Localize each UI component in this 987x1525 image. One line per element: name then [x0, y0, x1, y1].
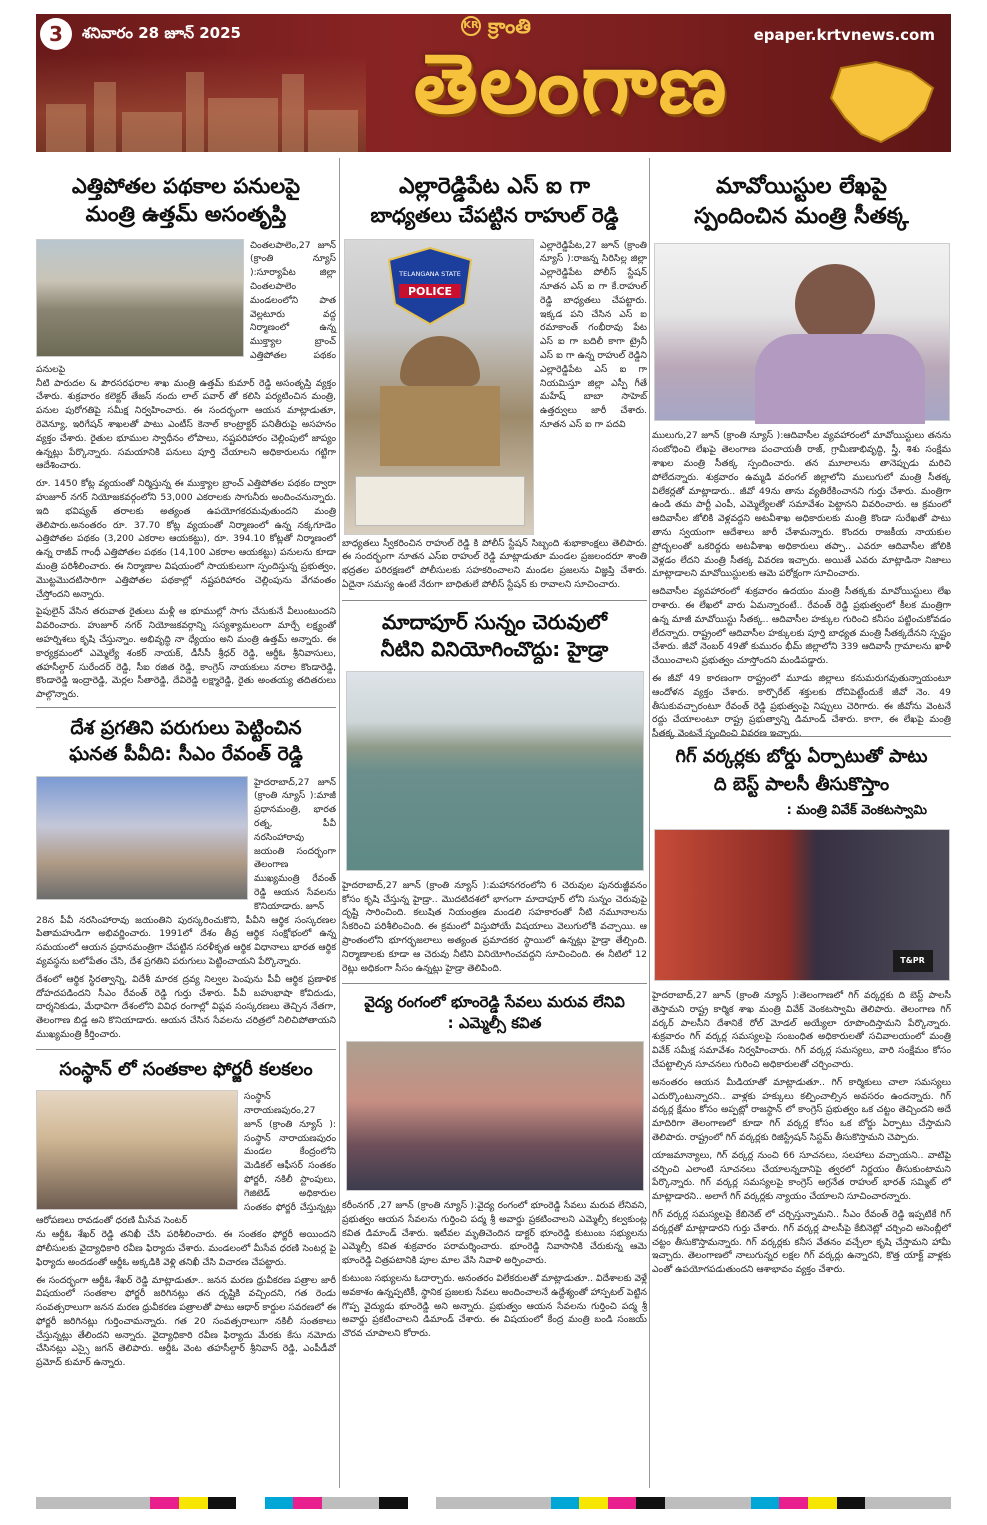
print-color-bar — [36, 1497, 951, 1509]
column-rule — [339, 158, 340, 1488]
headline: ఎత్తిపోతల పథకాల పనులపై — [71, 174, 301, 198]
headline: సంస్థాన్ లో సంతకాల ఫోర్జరీ కలకలం — [59, 1058, 313, 1080]
minister-seethakka-photo — [654, 243, 950, 421]
headline: గిగ్ వర్కర్లకు బోర్డు ఏర్పాటుతో పాటు — [675, 745, 928, 767]
middle-column — [342, 158, 647, 1354]
column-rule — [649, 158, 650, 1488]
headline: మావోయిస్టుల లేఖపై — [715, 174, 888, 199]
masthead — [36, 14, 951, 152]
headline: బాధ్యతలు చేపట్టిన రాహుల్ రెడ్డి — [370, 202, 619, 227]
page-number: 3 — [40, 18, 72, 50]
portrait-figure — [795, 264, 875, 344]
article-paragraph: కుటుంబ సభ్యులను ఓదార్చారు. అనంతరం విలేకరులతో మాట్లాడుతూ.. విదేశాలకు వెళ్లే అవకాశం ఉన్నప్పటికీ, స్థానిక ప్రజలకు సేవలు అందించాలనే ఉద్దేశ్యంతో హాస్పటల్ పెట్టిన గొప్ప వైద్యుడు భూంరెడ్డి అని అన్నారు. ప్రభుత్వం ఆయన సేవలను గుర్తించి పద్మ శ్రీ అవార్డు ప్రకటించాలని డిమాండ్ చేశారు. ఈ విషయంలో కేంద్ర మంత్రి బండి సంజయ్ చొరవ చూపాలని కోరారు. — [342, 1272, 647, 1340]
headline: ఘనత పీవీది: సీఎం రేవంత్ రెడ్డి — [69, 743, 303, 766]
headline: : ఎమ్మెల్సీ కవిత — [447, 1013, 542, 1032]
article-paragraph: ములుగు,27 జూన్ (క్రాంతి న్యూస్ ):ఆదివాసీల వ్యవహారంలో మావోయిస్టులు తనను సంబోధించి లేఖపై తెలంగాణ పంచాయతీ రాజ్, గ్రామీణాభివృద్ధి, స్త్రీ, శిశు సంక్షేమ శాఖల మంత్రి సీతక్క స్పందించారు. తన మూలాలను తానెప్పుడు మరిచి పోలేదన్నారు. శుక్రవారం ఉమ్మడి వరంగల్ జిల్లాలోని ములుగులో మంత్రి సీతక్క విలేకర్లతో మాట్లాడారు.. జీవో 49ను తాను వ్యతిరేకించానని గుర్తు చేశారు. మంత్రిగా ఉండి తమ పార్టీ ఎంపీ, ఎమ్మెల్యేలతో సమావేశం పెట్టానని వివరించారు. ఆ క్రమంలో ఆదివాసీల జోలికి వెళ్లవద్దని అటవీశాఖ అధికారులకు మంత్రి కొండా సురేఖతో పాటు తాను స్వయంగా ఆదేశాలు జారీ చేశామన్నారు. కొందరు రాజకీయ నాయకుల ప్రోద్బలంతో ఒకరిద్దరు అటవీశాఖ అధికారులు తప్పా.. ఎవరూ ఆదివాసీల జోలికి వెళ్లడం లేదని మంత్రి సీతక్క వివరణ ఇచ్చారు. అయితే ఎవరు మాట్లాడినా నిజాలు మాట్లాడాలని మావోయిస్టులకు ఆమె పరోక్షంగా సూచించారు. — [652, 430, 951, 580]
article-paragraph: హైదరాబాద్,27 జూన్ (క్రాంతి న్యూస్ ):తెలంగాణలో గిగ్ వర్కర్లకు ది బెస్ట్ పాలసీ తెస్తామని రాష్ట్ర కార్మిక శాఖ మంత్రి వివేక్ వెంకటస్వామి తెలిపారు. తెలంగాణ గిగ్ వర్కర్ పాలసీని దేశానికే రోల్ మోడల్ అయ్యేలా రూపొందిస్తామని పేర్కొన్నారు. శుక్రవారం గిగ్ వర్కర్ల సమస్యలపై సంబంధిత అధికారులతో సచివాలయంలో మంత్రి వివేక్ సమీక్ష సమావేశం నిర్వహించారు. గిగ్ వర్కర్ల సమస్యలు, వారి సంక్షేమం కోసం చేపట్టాల్సిన సూచనలు గురించి అధికారులతో చర్చించారు. — [652, 990, 951, 1071]
office-inspection-photo — [36, 1090, 238, 1210]
article-gig-workers — [652, 745, 951, 1278]
divider — [36, 707, 336, 708]
article-paragraph: ఈ జీవో 49 కారణంగా రాష్ట్రంలో మూడు జిల్లాలు కనుమరుగవుతున్నాయంటూ ఆందోళన వ్యక్తం చేశారు. కార్పొరేట్ శక్తులకు దోచిపెట్టేందుకే జీవో నెం. 49 తీసుకువచ్చారంటూ రేవంత్ రెడ్డి ప్రభుత్వంపై నిప్పులు చెరిగారు. ఈ జీవోను వెంటనే రద్దు చేయాలంటూ రాష్ట్ర ప్రభుత్వాన్ని డిమాండ్ చేశారు. కాగా, ఈ లేఖపై మంత్రి సీతక్క వెంటనే స్పందించి వివరణ ఇచ్చారు. — [652, 672, 951, 740]
brand-name: క్రాంతి — [488, 14, 531, 38]
badge-police-text: POLICE — [407, 284, 453, 298]
lake-photo — [346, 671, 644, 871]
headline: ఎల్లారెడ్డిపేట ఎస్ ఐ గా — [399, 174, 590, 199]
right-column — [652, 158, 951, 1278]
headline: ది బెస్ట్ పాలసీ తీసుకొస్తాం — [713, 774, 890, 796]
article-lead: హైదరాబాద్,27 జూన్ (క్రాంతి న్యూస్ ):మాజీ ప్రధానమంత్రి, భారత రత్న, పీవీ నరసింహారావు జయంతి సందర్భంగా తెలంగాణ ముఖ్యమంత్రి రేవంత్ రెడ్డి ఆయన సేవలను కొనియాడారు. జూన్ — [254, 776, 336, 912]
article-lead: ఎల్లారెడ్డిపేట,27 జూన్ (క్రాంతి న్యూస్ ):రాజన్న సిరిసిల్ల జిల్లా ఎల్లారెడ్డిపేట పోలీస్ స్టేషన్ నూతన ఎస్ ఐ గా కే.రాహుల్ రెడ్డి బాధ్యతలు చేపట్టారు. ఇక్కడ పని చేసిన ఎస్ ఐ రమాకాంత్ గంభీరావు పేట ఎస్ ఐ గా బదిలీ కాగా ట్రైనీ ఎస్ ఐ గా ఉన్న రాహుల్ రెడ్డిని ఎల్లారెడ్డిపేట ఎస్ ఐ గా నియమిస్తూ జిల్లా ఎస్పీ గీతే మహేష్ బాబా సాహెబ్ ఉత్తర్వులు జారీ చేశారు. నూతన ఎస్ ఐ గా పదవి — [540, 239, 647, 431]
gig-workers-press-photo — [654, 829, 950, 981]
byline: : మంత్రి వివేక్ వెంకటస్వామి — [786, 802, 927, 818]
article-paragraph: దేశంలో ఆర్థిక స్థిరత్వాన్ని, విదేశీ మారక ద్రవ్య నిల్వల పెంపును పీవీ ఆర్థిక ప్రణాళిక దోహదపడిందని సీఎం రేవంత్ రెడ్డి గుర్తు చేశారు. పీవీ బహుభాషా కోవిదుడు, దార్శనికుడు, మేధావిగా దేశంలోని వివిధ రంగాల్లో విప్లవ సంస్కరణలు తెచ్చిన నేతగా, తెలంగాణ బిడ్డ అని కొనియాడారు. ఆయన చేసిన సేవలను చరిత్రలో నిలిచిపోతాయని ముఖ్యమంత్రి కీర్తించారు. — [36, 973, 336, 1041]
portrait-saree — [755, 334, 925, 424]
officer-figure — [400, 336, 480, 386]
paper-title: తెలంగాణ — [413, 36, 729, 132]
article-paragraph: కరీంనగర్ ,27 జూన్ (క్రాంతి న్యూస్ ):వైద్య రంగంలో భూంరెడ్డి సేవలు మరువ లేనివని, ప్రభుత్వం ఆయన సేవలను గుర్తించి పద్మ శ్రీ అవార్డు ప్రకటించాలని ఎమ్మెల్సీ కల్వకుంట్ల కవిత డిమాండ్ చేశారు. ఇటీవల మృతిచెందిన డాక్టర్ భూంరెడ్డి కుటుంబ సభ్యులను ఎమ్మెల్సీ కవిత శుక్రవారం పరామర్శించారు. భూంరెడ్డి నివాసానికి చేరుకున్న ఆమె భూంరెడ్డి చిత్రపటానికి పూల మాల వేసి నివాళి అర్పించారు. — [342, 1199, 647, 1267]
officer-uniform — [380, 386, 500, 466]
edition-date: శనివారం 28 జూన్ 2025 — [82, 24, 241, 42]
article-paragraph: యాజమాన్యాలు, గిగ్ వర్కర్ల నుంచి 66 సూచనలు, సలహాలు వచ్చాయని.. వాటిపై చర్చించి ఎలాంటి సూచనలు చేయాలన్నదానిపై త్వరలో నిర్ణయం తీసుకుంటామని పేర్కొన్నారు. గిగ్ వర్కర్ల సమస్యలపై కాంగ్రెస్ అగ్రనేత రాహుల్ భారత్ సమ్మిట్ లో మాట్లాడారని.. అలాగే గిగ్ వర్కర్లకు న్యాయం చేయాలని సూచించారన్నారు. — [652, 1149, 951, 1203]
article-pv-tribute — [36, 716, 336, 1042]
divider — [342, 600, 647, 601]
divider — [36, 1049, 336, 1050]
article-si-rahul — [342, 172, 647, 592]
headline: వైద్య రంగంలో భూంరెడ్డి సేవలు మరువ లేనివి — [364, 993, 625, 1012]
divider — [342, 983, 647, 984]
article-paragraph: అనంతరం ఆయన మీడియాతో మాట్లాడుతూ.. గిగ్ కార్మికులు చాలా సమస్యలు ఎదుర్కొంటున్నారని.. వాళ్లకు హక్కులు కల్పించాల్సిన అవసరం ఉందన్నారు. గిగ్ వర్కర్ల క్షేమం కోసం అప్పట్లో రాజస్థాన్ లో కాంగ్రెస్ ప్రభుత్వం ఒక చట్టం తెచ్చిందని అదే మాదిరిగా తెలంగాణలో కూడా గిగ్ వర్కర్ల కోసం ఒక బోర్డు ఏర్పాటు చేస్తామని తెలిపారు. రాష్ట్రంలో గిగ్ వర్కర్లకు రిజిస్ట్రేషన్ సిస్టమ్ తీసుకొస్తామని చెప్పారు. — [652, 1076, 951, 1144]
article-irrigation — [36, 172, 336, 701]
article-seethakka — [652, 172, 951, 740]
article-paragraph: గిగ్ వర్కర్ల సమస్యలపై కేబినెట్ లో చర్చిస్తున్నామని.. సీఎం రేవంత్ రెడ్డి ఇప్పటికే గిగ్ వర్కర్లతో మాట్లాడారని గుర్తు చేశారు. గిగ్ వర్కర్ల పాలసీపై కేబినెట్లో చర్చించి అసెంబ్లీలో చట్టం తీసుకొస్తామన్నారు. గిగ్ వర్కర్లకు కనీస వేతనం వచ్చేలా కృషి చేస్తామని హామీ ఇచ్చారు. తెలంగాణలో నాలుగున్నర లక్షల గిగ్ వర్కర్లు ఉన్నారని, కొత్త యాక్ట్ వాళ్లకు ఎంతో ఉపయోగపడుతుందని ఆశాభావం వ్యక్తం చేశారు. — [652, 1209, 951, 1276]
headline: స్పందించిన మంత్రి సీతక్క — [694, 203, 909, 229]
article-forgery — [36, 1058, 336, 1398]
telangana-map-icon — [821, 58, 941, 148]
register-book — [355, 476, 525, 526]
krtv-logo-icon: KR — [461, 16, 481, 36]
headline: దేశ ప్రగతిని పరుగులు పెట్టించిన — [70, 717, 302, 740]
badge-state-text: TELANGANA STATE — [399, 269, 461, 278]
article-paragraph: హైదరాబాద్,27 జూన్ (క్రాంతి న్యూస్ ):మహానగరంలోని 6 చెరువుల పునరుజ్జీవనం కోసం కృషి చేస్తున్న హైడ్రా.. మొదటిదశలో భాగంగా మాదాపూర్ లోని సున్నం చెరువుపై దృష్టి సారించింది. కలుషిత నియంత్రణ మండలి సహకారంతో నీటి నమూనాలను సేకరించి పరిశీలించింది. ఈ క్రమంలో విస్తుపోయే విషయాలు వెలుగులోకి వచ్చాయి. ఆ ప్రాంతంలోని భూగర్భజలాలు అత్యంత ప్రమాదకర స్థాయిలో ఉన్నట్లు హైడ్రా తేల్చింది. నిర్మాణాలకు కూడా ఆ చెరువు నీటిని వినియోగించవద్దని సూచించింది. ఈ నీటిలో 12 రెట్లు అధికంగా సీసం ఉన్నట్లు హైడ్రా తెలిపింది. — [342, 879, 647, 974]
headline: మాదాపూర్ సున్నం చెరువులో — [381, 609, 608, 634]
article-paragraph: ను ఆర్డీఓ శేఖర్ రెడ్డి తనిఖీ చేసి పరిశీలించారు. ఈ సంతకం ఫోర్జరీ అయిందని పోలీసులకు వైద్యాధికారి రవీణ ఫిర్యాదు చేశారు. మండలంలో మీసేవ ధరణి సెంటర్ల పై ఫిర్యాదు అందడంతో ఆర్డీఓ అక్కడికి వెళ్లి తనిఖీ చేసి విచారణ చేపట్టారు. — [36, 1229, 336, 1268]
heritage-skyline-illustration — [36, 54, 366, 152]
headline: మంత్రి ఉత్తమ్ అసంతృప్తి — [85, 202, 287, 227]
press-meet-photo — [346, 1041, 644, 1191]
left-column — [36, 158, 336, 1398]
article-paragraph: నీటి పారుదల & పౌరసరఫరాల శాఖ మంత్రి ఉత్తమ్ కుమార్ రెడ్డి అసంతృప్తి వ్యక్తం చేశారు. శుక్రవారం కలెక్టర్ తేజస్ నందు లాల్ పవార్ తో కలిసి పర్యటించిన మంత్రి, పనుల పురోగతిపై సమీక్ష నిర్వహించారు. ఈ సందర్భంగా ఆయన మాట్లాడుతూ, రెవెన్యూ, ఇరిగేషన్ శాఖలతో పాటు ఎంటీస్ కెనాల్ కాంట్రాక్టర్ పనితీరుపై అసహనం వ్యక్తం చేశారు. రైతుల భూముల స్వాధీనం లోపాలు, నష్టపరిహారం చెల్లింపులో జాప్యం ఉన్నట్లు పేర్కొన్నారు. సమయానికి పనులు పూర్తి చేయాలని అధికారులను గట్టిగా ఆదేశించారు. — [36, 377, 336, 472]
article-paragraph: 28న పీవీ నరసింహారావు జయంతిని పురస్కరించుకొని, పీవీని ఆర్థిక సంస్కరణల పితామహుడిగా అభివర్ణించారు. 1991లో దేశం తీవ్ర ఆర్థిక సంక్షోభంలో ఉన్న సమయంలో ఆయన ప్రధానమంత్రిగా చేపట్టిన సరళీకృత ఆర్థిక విధానాలు భారత ఆర్థిక వ్యవస్థను బలోపేతం చేసి, దేశ ప్రగతిని పరుగులు పెట్టించాయని పేర్కొన్నారు. — [36, 914, 336, 968]
article-paragraph: ఆదివాసీల వ్యవహారంలో శుక్రవారం ఉదయం మంత్రి సీతక్కకు మావోయిస్టులు లేఖ రాశారు. ఈ లేఖలో వారు ఏమన్నారంటే.. రేవంత్ రెడ్డి ప్రభుత్వంలో కీలక మంత్రిగా ఉన్న మాజీ మావోయిస్టు సీతక్క.. ఆదివాసీల హక్కుల గురించి కనీసం పట్టించుకోవడం లేదన్నారు. రాష్ట్రంలో ఆదివాసీల హక్కులకు పూర్తి బాధ్యత మంత్రి సీతక్కదేనని స్పష్టం చేశారు. జీవో నెంబర్ 49తో కుమురం భీమ్ జిల్లాలోని 339 ఆదివాసీ గ్రామాలను ఖాళీ చేయించాలని ప్రభుత్వం చూస్తోందని మండిపడ్డారు. — [652, 586, 951, 667]
article-paragraph: రూ. 1450 కోట్ల వ్యయంతో నిర్మిస్తున్న ఈ ముక్త్యాల బ్రాంచ్ ఎత్తిపోతల పథకం ద్వారా హుజూర్ నగర్ నియోజకవర్గంలోని 53,000 ఎకరాలకు సాగునీరు అందించనున్నారు. ఇది భవిష్యత్ తరాలకు అత్యంత ఉపయోగకరమవుతుందని మంత్రి తెలిపారు.అనంతరం రూ. 37.70 కోట్ల వ్యయంతో నిర్మాణంలో ఉన్న నక్కగూడెం ఎత్తిపోతల పథకం (3,200 ఎకరాల ఆయకట్టు), రూ. 394.10 కోట్లతో నిర్మాణంలో ఉన్న రాజీవ్ గాంధీ ఎత్తిపోతల పథకం (14,100 ఎకరాల ఆయకట్టు) పనులను కూడా మంత్రి పరిశీలించారు. ఈ నిర్మాణాల విషయంలో సాయకులుగా స్పందిస్తున్న ప్రభుత్వం, మొట్టమొదటిసారిగా ఎత్తిపోతల పథకాల్లో నష్టపరిహారం చెల్లింపును వేగవంతం చేస్తోందని అన్నారు. — [36, 478, 336, 600]
mic-label: T&PR — [893, 950, 933, 972]
article-lead: చింతలపాలెం,27 జూన్ (క్రాంతి న్యూస్ ):సూర్యాపేట జిల్లా చింతలపాలెం మండలంలోని పాత వెల్లటూరు వద్ద నిర్మాణంలో ఉన్న ముక్త్యాల బ్రాంచ్ ఎత్తిపోతల పథకం పనులపై — [36, 239, 336, 375]
epaper-url[interactable]: epaper.krtvnews.com — [753, 26, 935, 44]
article-paragraph: ఈ సందర్భంగా ఆర్డీఓ శేఖర్ రెడ్డి మాట్లాడుతూ.. జనన మరణ ధ్రువీకరణ పత్రాల జారీ విషయంలో సంతకాల ఫోర్జరీ జరిగినట్లు తన దృష్టికి వచ్చిందని, గత రెండు సంవత్సరాలుగా జనన మరణ ధ్రువీకరణ పత్రాలతో పాటు ఆధార్ కార్డుల సవరణలో ఈ ఫోర్జరీ జరిగినట్లు గుర్తించామన్నారు. గత 20 సంవత్సరాలుగా నకిలీ సంతకాలు చేస్తున్నట్లు తేలిందని అన్నారు. వైద్యాధికారి రవీణ ఫిర్యాదు మేరకు కేసు నమోదు చేసినట్లు ఎస్సై జగన్ తెలిపారు. ఆర్డీఓ వెంట తహసీల్దార్ శ్రీనివాస్ రెడ్డి, ఎంపీడీవో ప్రమోద్ కుమార్ ఉన్నారు. — [36, 1274, 336, 1369]
headline: నీటిని వినియోగించొద్దు: హైడ్రా — [380, 636, 609, 661]
police-badge-icon — [385, 246, 475, 326]
article-paragraph: బాధ్యతలు స్వీకరించిన రాహుల్ రెడ్డి కి పోలీస్ స్టేషన్ సిబ్బంది శుభాకాంక్షలు తెలిపారు. ఈ సందర్భంగా నూతన ఎస్ఐ రాహుల్ రెడ్డి మాట్లాడుతూ మండల ప్రజలందరూ శాంతి భద్రతల పరిరక్షణలో పోలీసులకు సహకరించాలని మండల ప్రజలను విజ్ఞప్తి చేశారు. ఏదైనా సమస్య ఉంటే నేరుగా బాధితులే పోలీస్ స్టేషన్ కు రావాలని సూచించారు. — [342, 537, 647, 591]
article-paragraph: పైపులైన్ వేసిన తరువాత రైతులు మళ్లీ ఆ భూముల్లో సాగు చేసుకునే వీలుంటుందని వివరించారు. హుజూర్ నగర్ నియోజకవర్గాన్ని సస్యశ్యామలంగా మార్చే లక్ష్యంతో అహర్నిశలు కృషి చేస్తున్నాం. అభివృద్ధి నా ధ్యేయం అని మంత్రి ఉత్తమ్ అన్నారు. ఈ కార్యక్రమంలో ఎమ్మెల్యే శంకర్ నాయక్, డీసీసీ శ్రీధర్ రెడ్డి, ఆర్డీఓ శ్రీనివాసులు, తహసీల్దార్ సురేందర్ రెడ్డి, సీఐ రజిత రెడ్డి, కాంగ్రెస్ నాయకులు నరాల కొండారెడ్డి, కొండారెడ్డి ఇంద్రారెడ్డి, మెర్లల సీతారెడ్డి, దేవిరెడ్డి లక్ష్మారెడ్డి, రైతు అంతయ్య తదితరులు పాల్గొన్నారు. — [36, 606, 336, 701]
article-hydraa — [342, 609, 647, 976]
field-inspection-photo — [36, 239, 244, 357]
police-officer-photo — [344, 239, 534, 535]
article-kavitha — [342, 992, 647, 1353]
tribute-photo — [36, 776, 248, 900]
article-lead: సంస్థాన్ నారాయణపురం,27 జూన్ (క్రాంతి న్యూస్ ): సంస్థాన్ నారాయణపురం మండల కేంద్రంలోని మెడికల్ ఆఫీసర్ సంతకం ఫోర్జరీ, నకిలీ స్టాంపులు, గెజిటెడ్ అధికారుల సంతకం ఫోర్జరీ చేస్తున్నట్లు ఆరోపణలు రావడంతో ధరణి మీసేవ సెంటర్ — [36, 1091, 336, 1227]
